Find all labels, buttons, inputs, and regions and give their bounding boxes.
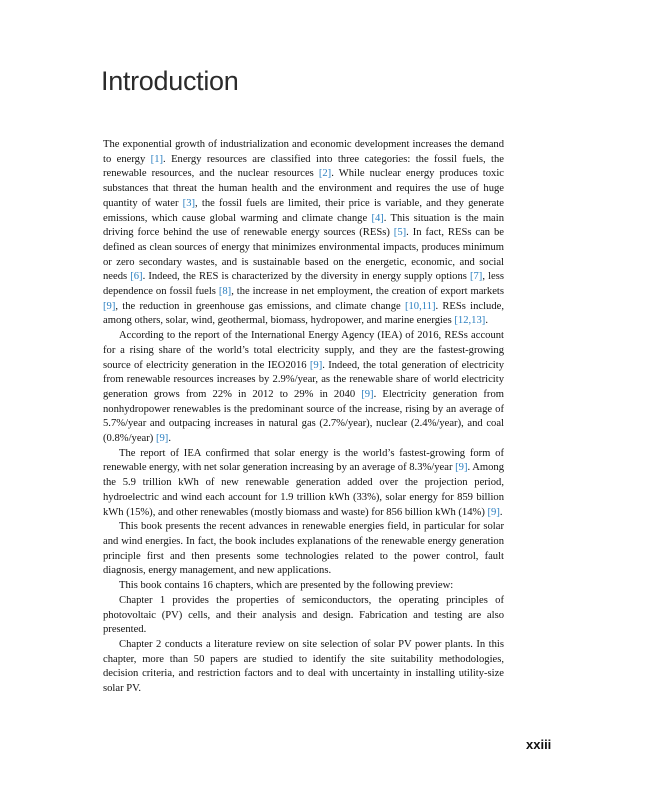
paragraph <box>103 138 504 329</box>
paragraph <box>103 638 504 697</box>
paragraph <box>103 329 504 447</box>
citation-link[interactable]: [10,11] <box>404 300 436 312</box>
paragraph-text: According to the report of the International Energy Agency (IEA) of 2016, RESs account for a rising share of the world’s total electricity supply, and they are the fastest-growing source of electricity generation in the IEO2016 <box>103 330 504 371</box>
citation-link[interactable]: [3] <box>182 197 196 209</box>
paragraph <box>103 520 504 579</box>
page-number: xxiii <box>526 737 552 752</box>
paragraph-text: . Electricity generation from nonhydropower renewables is the predominant source of the increase, rising by an average of 5.7%/year and outpacing increases in natural gas (2.7%/year), nuclear (2.4%/year), and coal (0.8%/year) <box>103 388 504 445</box>
body-text <box>103 138 504 697</box>
citation-link[interactable]: [7] <box>469 271 483 283</box>
citation-link[interactable]: [5] <box>393 227 407 239</box>
paragraph-text: , less dependence on fossil fuels <box>103 271 504 298</box>
paragraph-text: . While nuclear energy produces toxic substances that threat the human health and the environment and requires the use of huge quantity of water <box>103 168 504 209</box>
citation-link[interactable]: [6] <box>130 271 143 283</box>
citation-link[interactable]: [2] <box>318 168 332 180</box>
paragraph-text: . In fact, RESs can be defined as clean sources of energy that minimizes environmental impacts, produces minimum or zero secondary wastes, and is sustainable based on the energetic, economic, and social needs <box>103 227 504 283</box>
paragraph-text: Chapter 2 conducts a literature review on site selection of solar PV power plants. In this chapter, more than 50 papers are studied to identify the site suitability methodologies, decision criteria, and restriction factors and to deal with uncertainty in installing utility-size solar PV. <box>103 638 504 695</box>
paragraph <box>103 447 504 521</box>
paragraph <box>103 579 504 594</box>
citation-link[interactable]: [9] <box>155 433 169 445</box>
paragraph-text: . RESs include, among others, solar, wind, geothermal, biomass, hydropower, and marine energies <box>103 300 504 327</box>
paragraph-text: , the reduction in greenhouse gas emissions, and climate change <box>115 300 405 312</box>
paragraph-text: The exponential growth of industrialization and economic development increases the demand to energy <box>103 139 504 165</box>
paragraph-text: This book contains 16 chapters, which are presented by the following preview: <box>119 580 454 592</box>
paragraph-text: . This situation is the main driving force behind the use of renewable energy sources (RESs) <box>103 212 504 239</box>
paragraph-text: Chapter 1 provides the properties of semiconductors, the operating principles of photovoltaic (PV) cells, and their analysis and design. Fabrication and testing are also presented. <box>103 594 504 636</box>
citation-link[interactable]: [9] <box>361 388 374 400</box>
citation-link[interactable]: [8] <box>218 286 232 298</box>
citation-link[interactable]: [9] <box>455 462 468 474</box>
paragraph-text: . Indeed, the RES is characterized by the diversity in energy supply options <box>142 271 470 283</box>
citation-link[interactable]: [1] <box>150 153 164 165</box>
paragraph-text: . Energy resources are classified into three categories: the fossil fuels, the renewable resources, and the nuclear resources <box>103 153 504 180</box>
citation-link[interactable]: [9] <box>103 300 116 312</box>
citation-link[interactable]: [12,13] <box>454 315 486 327</box>
paragraph-text: , the fossil fuels are limited, their price is variable, and they generate emissions, which cause global warming and climate change <box>103 197 504 224</box>
citation-link[interactable]: [9] <box>309 359 323 371</box>
paragraph-text: The report of IEA confirmed that solar energy is the world’s fastest-growing form of renewable energy, with net solar generation increasing by an average of 8.3%/year <box>103 447 504 474</box>
citation-link[interactable]: [9] <box>487 506 500 518</box>
paragraph-text: This book presents the recent advances in renewable energies field, in particular for solar and wind energies. In fact, the book includes explanations of the renewable energy generation principle first and then presents some technologies related to the power control, fault diagnosis, energy management, and new applications. <box>103 521 504 577</box>
paragraph-text: . <box>499 506 503 518</box>
paragraph-text: . <box>168 433 171 445</box>
paragraph-text: . <box>485 315 488 327</box>
citation-link[interactable]: [4] <box>371 212 384 224</box>
paragraph <box>103 594 504 638</box>
paragraph-text: . Among the 5.9 trillion kWh of new renewable generation added over the projection period, hydroelectric and wind each account for 1.9 trillion kWh (33%), solar energy for 859 billion kWh (15%), and other renewables (mostly biomass and waste) for 856 billion kWh (14%) <box>103 462 504 518</box>
paragraph-text: , the increase in net employment, the creation of export markets <box>231 286 505 298</box>
page-title: Introduction <box>101 66 239 96</box>
paragraph-text: . Indeed, the total generation of electricity from renewable resources increases by 2.9%/year, as the renewable share of world electricity generation grows from 22% in 2012 to 29% in 2040 <box>103 359 504 400</box>
